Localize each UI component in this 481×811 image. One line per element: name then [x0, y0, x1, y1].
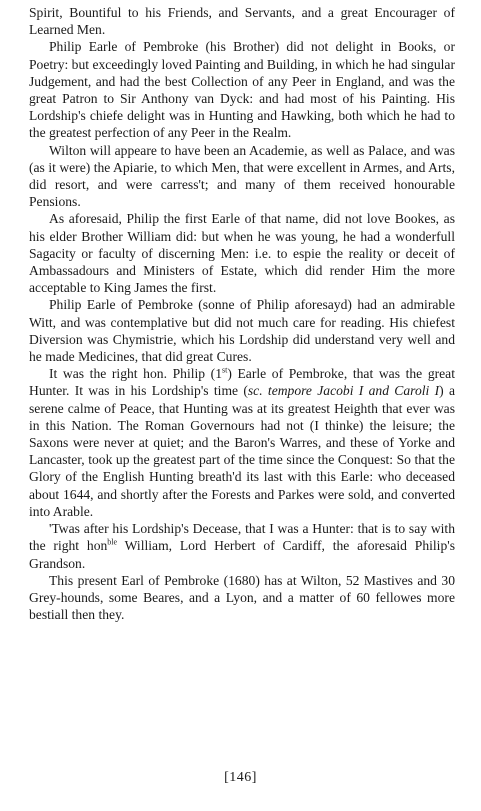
paragraph-6-text-1: It was the right hon. Philip (1 — [49, 366, 223, 382]
page-number: [146] — [224, 770, 257, 785]
paragraph-5: Philip Earle of Pembroke (sonne of Philip aforesayd) had an admirable Witt, and was contemplative but did not much care for reading. His chiefest Diversion was Chymistrie, which his Lordship did understand very well and he made Medicines, that did great Cures. — [29, 297, 455, 365]
paragraph-4: As aforesaid, Philip the first Earle of that name, did not love Bookes, as his elder Brother William did: but when he was young, he had a wonderfull Sagacity or faculty of discerning Men: i.e. to espie the reality or deceit of Ambassadours and Ministers of Estate, which did render Him the more acceptable to King James the first. — [29, 211, 455, 296]
page-body — [29, 4, 455, 623]
paragraph-6-text-3: ) a serene calme of Peace, that Hunting was at its greatest Heighth that ever was in this Nation. The Roman Governours had not (I thinke) the leisure; the Saxons were never at quiet; and the Baron's Warres, and these of Yorke and Lancaster, took up the greatest part of the time since the Conquest: So that the Glory of the English Hunting breath'd its last with this Earle: who deceased about 1644, and shortly after the Forests and Parkes were sold, and converted into Arable. — [29, 383, 455, 519]
paragraph-1: Spirit, Bountiful to his Friends, and Servants, and a great Encourager of Learned Men. — [29, 5, 455, 38]
paragraph-7-superscript: ble — [107, 537, 118, 547]
paragraph-6-text-2: ) Earle of Pembroke, that was the great Hunter. It was in his Lordship's time ( — [29, 366, 455, 399]
paragraph-6-italic: sc. tempore Jacobi I and Caroli I — [247, 383, 440, 399]
paragraph-3: Wilton will appeare to have been an Academie, as well as Palace, and was (as it were) the Apiarie, to which Men, that were excellent in Armes, and Arts, did resort, and were carress't; and many of them received honourable Pensions. — [29, 142, 455, 210]
paragraph-7 — [29, 520, 455, 572]
paragraph-7-text-2: William, Lord Herbert of Cardiff, the aforesaid Philip's Grandson. — [29, 538, 455, 571]
paragraph-7-text-1: 'Twas after his Lordship's Decease, that I was a Hunter: that is to say with the right hon — [29, 521, 455, 554]
paragraph-8: This present Earl of Pembroke (1680) has at Wilton, 52 Mastives and 30 Grey-hounds, some Beares, and a Lyon, and a matter of 60 fellowes more bestiall then they. — [29, 572, 455, 623]
paragraph-6 — [29, 365, 455, 520]
paragraph-6-superscript: st — [222, 365, 228, 375]
paragraph-2: Philip Earle of Pembroke (his Brother) did not delight in Books, or Poetry: but exceedingly loved Painting and Building, in which he had singular Judgement, and had the best Collection of any Peer in England, and was the great Patron to Sir Anthony van Dyck: and had most of his Painting. His Lordship's chiefe delight was in Hunting and Hawking, both which he had to the greatest perfection of any Peer in the Realm. — [29, 39, 455, 141]
